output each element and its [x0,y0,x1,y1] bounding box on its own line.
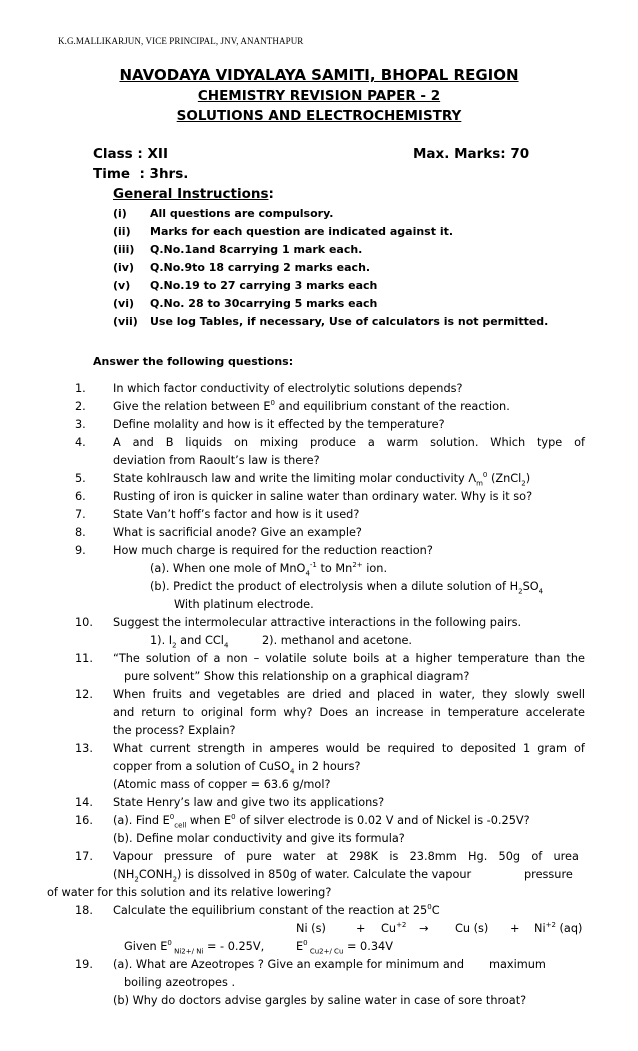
given-values: Given $E^0$ $_{Ni2+/ Ni}$ = - 0.25V, [124,939,265,956]
question-number: 12. [75,688,93,701]
plus-sign: + [356,922,366,935]
arrow: → [419,922,429,935]
question-text-justified: When fruits and vegetables are dried and placed in water, they slowly swell [113,688,585,701]
question-text: State Van’t hoff’s factor and how is it used? [113,508,360,521]
question-text: boiling azeotropes . [124,976,236,989]
instructions-heading: General Instructions: [113,186,274,202]
product-cu: Cu (s) [455,922,489,935]
question-text: (a). What are Azeotropes ? Give an example for minimum and [113,958,465,971]
question-number: 10. [75,616,93,629]
question-number: 9. [75,544,86,557]
question-text: Suggest the intermolecular attractive interactions in the following pairs. [113,616,522,629]
question-text: Define molality and how is it effected by the temperature? [113,418,445,431]
answer-heading: Answer the following questions: [93,355,294,368]
plus-sign: + [510,922,520,935]
question-text: $(NH_2CONH_2)$ is dissolved in 850g of water. Calculate the vapour [113,868,472,884]
question-text: deviation from Raoult’s law is there? [113,454,320,467]
question-subpart: (b). Predict the product of electrolysis when a dilute solution of $H_2SO_4$ [150,580,544,596]
question-number: 17. [75,850,93,863]
question-text: Give the relation between $E^0$ and equilibrium constant of the reaction. [113,399,510,413]
question-text-justified: and return to original form why? Does an increase in temperature accelerate [113,706,585,719]
class-label: Class : XII [93,146,168,162]
question-text: pressure [524,868,573,881]
question-text: How much charge is required for the reduction reaction? [113,544,433,557]
question-subpart: With platinum electrode. [174,598,314,611]
question-text: Rusting of iron is quicker in saline water than ordinary water. Why is it so? [113,490,533,503]
exam-page: K.G.MALLIKARJUN, VICE PRINCIPAL, JNV, ANANTHAPUR NAVODAYA VIDYALAYA SAMITI, BHOPAL REGION CHEMISTRY REVISION PAPER - 2 SOLUTIONS AND ELECTROCHEMISTRY Class : XII Max. Marks: 70 Time : 3hrs. General Instructions: (i) All questions are compulsory. (ii) Marks for each question are indicated against it. (iii) Q.No.1and 8carrying 1 mark each. (iv) Q.No.9to 18 carrying 2 marks each. (v) Q.No.19 to 27 carrying 3 marks each (vi) Q.No. 28 to 30carrying 5 marks each (vii) Use log Tables, if necessary, Use of calculators is not permitted. Answer the following questions: 1. In which factor conductivity of electrolytic solutions depends? 2. Give the relation between $E^0$ and equilibrium constant of the reaction. 3. Define molality and how is it effected by the temperature? 4. A and B liquids on mixing produce a warm solution. Which type of deviation from Raoult’s law is there? 5. State kohlrausch law and write the limiting molar conductivity $\Lambda_m^0$ (ZnCl$_2$) 6. Rusting of iron is quicker in saline water than ordinary water. Why is it so? 7. State Van’t hoff’s factor and how is it used? 8. What is sacrificial anode? Give an example? 9. How much charge is required for the reduction reaction? (a). When one mole of MnO$_4^{-1}$ to $Mn^{2+}$ ion. (b). Predict the product of electrolysis when a dilute solution of $H_2SO_4$ With platinum electrode. 10. Suggest the intermolecular attractive interactions in the following pairs. 1). $I_2$ and CCl$_4$ 2). methanol and acetone. 11. “The solution of a non – volatile solute boils at a higher temperature than the pure solvent” Show this relationship on a graphical diagram? 12. When fruits and vegetables are dried and placed in water, they slowly swell and return to original form why? Does an increase in temperature accelerate the process? Explain? 13. What current strength in amperes would be required to deposited 1 gram of copper from a solution of CuSO$_4$ in 2 hours? (Atomic mass of copper = 63.6 g/mol? 14. State Henry’s law and give two its applications? 16. (a). Find $E^0_{cell}$ when $E^0$ of silver electrode is 0.02 V and of Nickel is -0.25V? (b). Define molar conductivity and give its formula? 17. Vapour pressure of pure water at 298K is 23.8mm Hg. 50g of urea $(NH_2CONH_2)$ is dissolved in 850g of water. Calculate the vapour pressure of water for this solution and its relative lowering? 18. Calculate the equilibrium constant of the reaction at $25^0C$ Ni (s) + $Cu^{+2}$ → Cu (s) + $Ni^{+2}$ (aq) Given $E^0$ $_{Ni2+/ Ni}$ = - 0.25V, $E^0$ $_{Cu2+/ Cu}$ = 0.34V 19. (a). What are Azeotropes ? Give an example for minimum and maximum boiling azeotropes . (b) Why do doctors advise gargles by saline water in case of sore throat? [0,0,638,1051]
question-number: 13. [75,742,93,755]
question-text-justified: Vapour pressure of pure water at 298K is 23.8mm Hg. 50g of urea [113,850,579,863]
question-number: 18. [75,904,93,917]
question-text: the process? Explain? [113,724,236,737]
given-values: $E^0$ $_{Cu2+/ Cu}$ = 0.34V [296,939,393,956]
max-marks: Max. Marks: 70 [413,146,530,162]
paper-title: CHEMISTRY REVISION PAPER - 2 [197,88,441,104]
time-label: Time : 3hrs. [93,166,189,182]
question-text: (a). Find $E^0_{cell}$ when $E^0$ of silver electrode is 0.02 V and of Nickel is -0.25V? [113,813,530,830]
question-number: 16. [75,814,93,827]
question-text: pure solvent” Show this relationship on a graphical diagram? [124,670,470,683]
question-text: Calculate the equilibrium constant of the reaction at $25^0C$ [113,903,440,917]
question-number: 4. [75,436,86,449]
question-number: 2. [75,400,86,413]
question-text: (Atomic mass of copper = 63.6 g/mol? [113,778,331,791]
question-number: 14. [75,796,93,809]
question-text-justified: A and B liquids on mixing produce a warm solution. Which type of [113,436,585,449]
question-text-justified: What current strength in amperes would be required to deposited 1 gram of [113,742,585,755]
reactant-ni: Ni (s) [296,922,326,935]
question-text: In which factor conductivity of electrolytic solutions depends? [113,382,463,395]
reactant-cu-ion: $Cu^{+2}$ [381,921,407,935]
question-subpart: (a). When one mole of MnO$_4^{-1}$ to $Mn^{2+}$ ion. [150,561,388,578]
question-number: 19. [75,958,93,971]
question-text-justified: “The solution of a non – volatile solute boils at a higher temperature than the [113,652,585,665]
question-text: maximum [489,958,546,971]
question-text: (b). Define molar conductivity and give its formula? [113,832,405,845]
question-number: 11. [75,652,93,665]
question-number: 8. [75,526,86,539]
question-number: 3. [75,418,86,431]
question-text: What is sacrificial anode? Give an example? [113,526,362,539]
question-subpart: 1). $I_2$ and CCl$_4$ [150,634,229,650]
question-text: State Henry’s law and give two its applications? [113,796,385,809]
author-header: K.G.MALLIKARJUN, VICE PRINCIPAL, JNV, ANANTHAPUR [58,36,304,46]
question-text: of water for this solution and its relative lowering? [47,886,332,899]
org-title: NAVODAYA VIDYALAYA SAMITI, BHOPAL REGION [119,66,519,84]
question-number: 5. [75,472,86,485]
product-ni-ion: $Ni^{+2}$ (aq) [534,921,583,935]
question-text: (b) Why do doctors advise gargles by saline water in case of sore throat? [113,994,527,1007]
question-number: 7. [75,508,86,521]
question-number: 6. [75,490,86,503]
question-text: copper from a solution of CuSO$_4$ in 2 hours? [113,760,361,776]
question-text: State kohlrausch law and write the limiting molar conductivity $\Lambda_m^0$ (ZnCl$_2$) [113,471,531,488]
question-number: 1. [75,382,86,395]
question-subpart: 2). methanol and acetone. [262,634,413,647]
topic-title: SOLUTIONS AND ELECTROCHEMISTRY [176,108,462,124]
